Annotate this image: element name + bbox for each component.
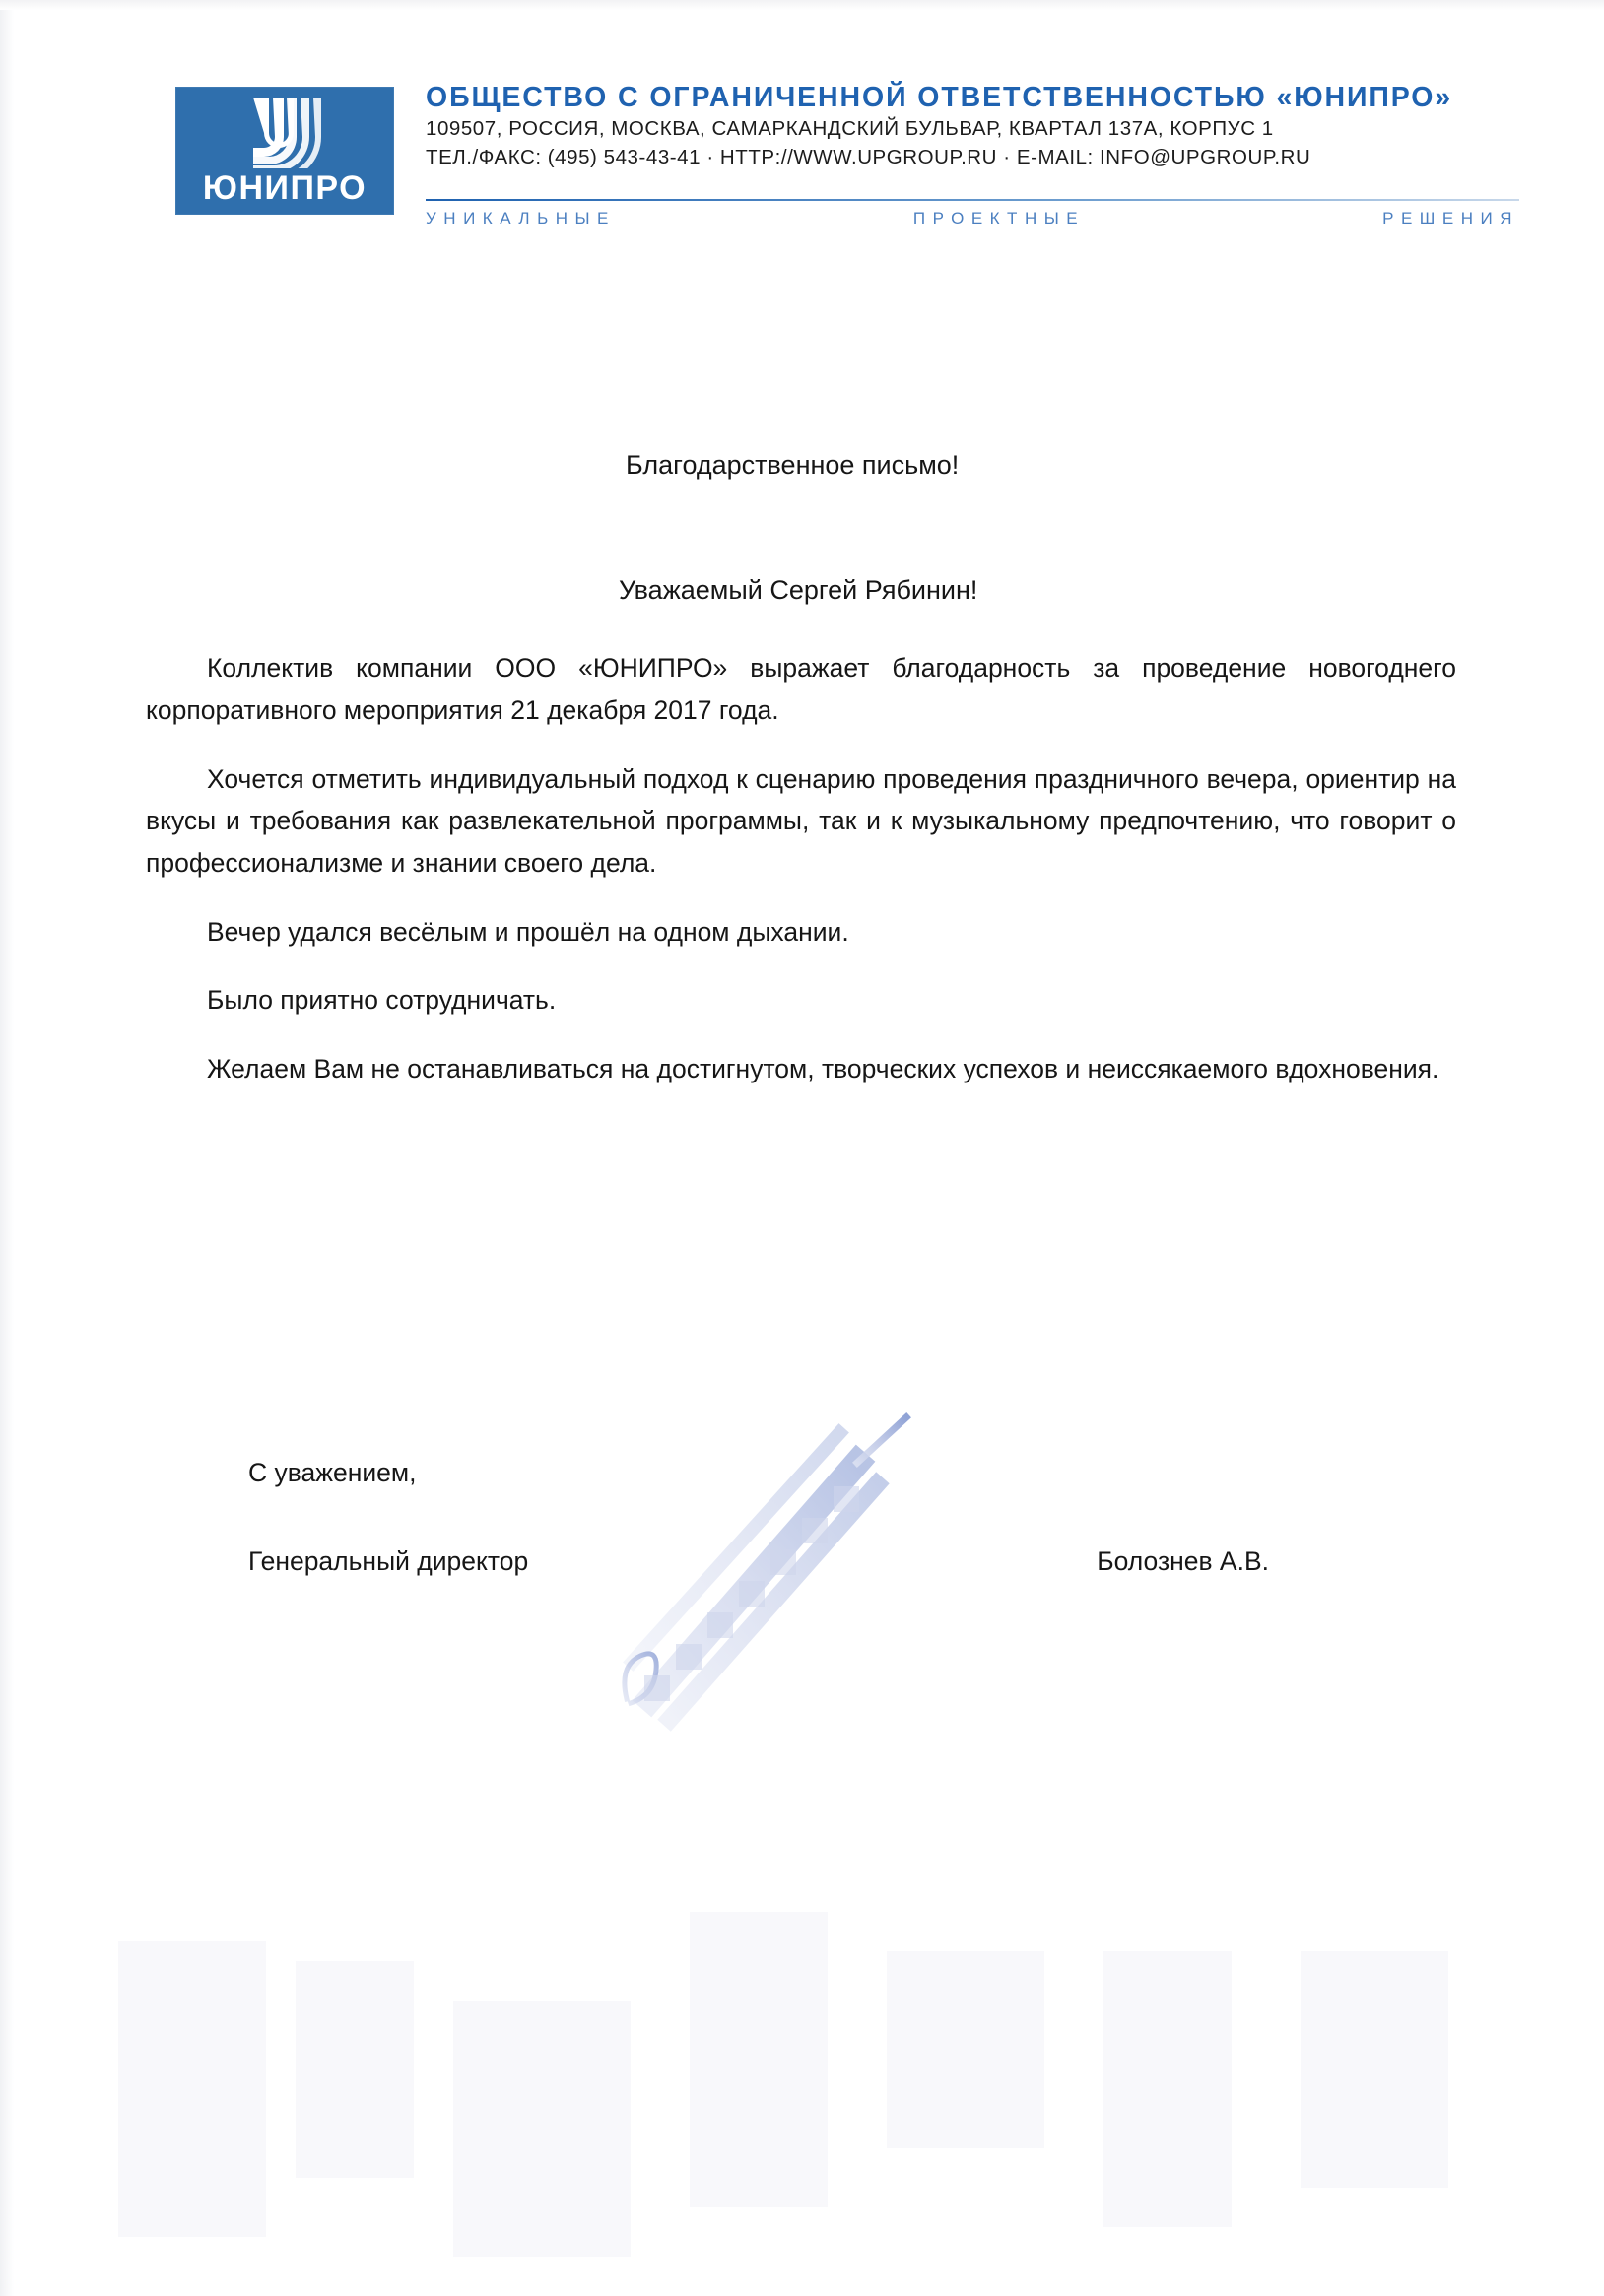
letterhead-divider bbox=[426, 199, 1519, 201]
letter-paragraph: Было приятно сотрудничать. bbox=[207, 985, 557, 1016]
signature-row bbox=[248, 1546, 1362, 1577]
signature-block bbox=[248, 1456, 1362, 1577]
logo-wordmark: ЮНИПРО bbox=[202, 169, 368, 207]
company-address-line: 109507, РОССИЯ, МОСКВА, САМАРКАНДСКИЙ БУЛЬВАР, КВАРТАЛ 137А, КОРПУС 1 bbox=[426, 116, 1274, 140]
letter-title: Благодарственное письмо! bbox=[626, 450, 960, 480]
letterhead bbox=[0, 0, 1604, 256]
letter-paragraph: Хочется отметить индивидуальный подход к сценарию проведения праздничного вечера, ориентир на вкусы и требования как развлекательной программы, так и к музыкальному предпочтению, что говорит о профессионализме и знании своего дела. bbox=[146, 763, 1456, 879]
company-name-line: ОБЩЕСТВО С ОГРАНИЧЕННОЙ ОТВЕТСТВЕННОСТЬЮ «ЮНИПРО» bbox=[426, 82, 1453, 113]
company-logo bbox=[175, 87, 394, 215]
signature-regards: С уважением, bbox=[248, 1458, 417, 1487]
signature-role: Генеральный директор bbox=[248, 1546, 529, 1577]
signature-name: Болознев А.В. bbox=[1097, 1546, 1269, 1577]
stylized-u-swoosh-icon bbox=[239, 96, 330, 168]
tagline-word-3: РЕШЕНИЯ bbox=[1382, 209, 1519, 228]
company-tagline bbox=[426, 209, 1519, 229]
scan-bleed-artifacts bbox=[0, 1666, 1604, 2296]
tagline-word-2: ПРОЕКТНЫЕ bbox=[912, 209, 1086, 228]
scan-edge-artifact bbox=[0, 0, 14, 2296]
company-contact-line: ТЕЛ./ФАКС: (495) 543-43-41 · HTTP://WWW.UPGROUP.RU · E-MAIL: INFO@UPGROUP.RU bbox=[426, 146, 1311, 169]
tagline-word-1: УНИКАЛЬНЫЕ bbox=[426, 209, 616, 228]
letter-body bbox=[146, 448, 1456, 1116]
letter-paragraph: Вечер удался весёлым и прошёл на одном дыхании. bbox=[207, 916, 849, 947]
letterhead-text bbox=[426, 83, 1519, 171]
letter-paragraph: Коллектив компании ООО «ЮНИПРО» выражает благодарность за проведение новогоднего корпоративного мероприятия 21 декабря 2017 года. bbox=[146, 653, 1456, 726]
letter-salutation: Уважаемый Сергей Рябинин! bbox=[619, 575, 978, 606]
letter-paragraph: Желаем Вам не останавливаться на достигнутом, творческих успехов и неиссякаемого вдохновения. bbox=[207, 1053, 1439, 1083]
